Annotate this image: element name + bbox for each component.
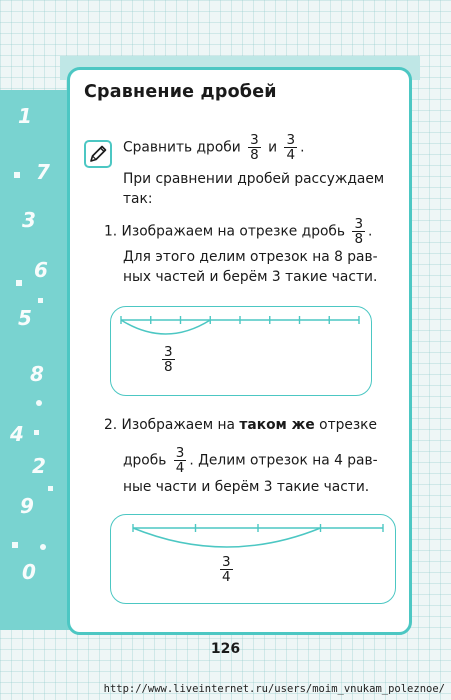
- segment-line-group: [121, 316, 359, 334]
- decorative-digit: 7: [36, 160, 50, 184]
- step2-line: 2. Изображаем на таком же отрезке: [104, 417, 378, 433]
- intro-line: При сравнении дробей рассуждаем: [123, 171, 385, 187]
- decorative-dot: [14, 172, 20, 178]
- decorative-digit: 4: [10, 422, 24, 446]
- intro-line: так:: [123, 191, 153, 207]
- segment-diagram-eighths: [110, 306, 372, 396]
- lesson-title: Сравнение дробей: [84, 82, 277, 102]
- taken-parts-arc: [133, 528, 321, 547]
- segment-svg: [111, 307, 373, 397]
- decorative-dot: [38, 298, 43, 303]
- step1-line: 1. Изображаем на отрезке дробь $\frac{3}{8}$ .: [104, 216, 373, 247]
- decorative-digit: 5: [18, 306, 32, 330]
- decorative-dot: [16, 280, 22, 286]
- decorative-digit: 8: [30, 362, 44, 386]
- lesson-card: [67, 67, 412, 635]
- segment-svg: [111, 515, 397, 605]
- task-marker: [84, 140, 112, 168]
- decorative-dot: [12, 542, 18, 548]
- decorative-dot: [36, 400, 42, 406]
- step1-line: Для этого делим отрезок на 8 рав-: [123, 249, 378, 265]
- decorative-dot: [34, 430, 39, 435]
- step1-line: ных частей и берём 3 такие части.: [123, 269, 378, 285]
- decorative-digit: 2: [32, 454, 46, 478]
- decorative-digit: 9: [20, 494, 34, 518]
- page-number: 126: [210, 641, 241, 657]
- fraction: $\frac{3}{8}$: [354, 216, 364, 247]
- decorative-digit: 1: [18, 104, 32, 128]
- segment-label-fraction: $\frac{3}{4}$: [222, 554, 231, 585]
- decorative-digit: 6: [34, 258, 48, 282]
- segment-line-group: [133, 524, 383, 547]
- fraction: $\frac{3}{8}$: [250, 132, 259, 163]
- decorative-dot: [40, 544, 46, 550]
- watermark-url: http://www.liveinternet.ru/users/moim_vnukam_poleznoe/: [103, 683, 445, 695]
- segment-diagram-quarters: [110, 514, 396, 604]
- fraction: $\frac{3}{4}$: [175, 445, 185, 476]
- taken-parts-arc: [121, 320, 210, 334]
- task-line: Сравнить дроби $\frac{3}{8}$ и $\frac{3}{4}$ .: [123, 132, 305, 163]
- decorative-digit: 0: [22, 560, 36, 584]
- step2-line: дробь $\frac{3}{4}$ . Делим отрезок на 4 рав-: [123, 445, 378, 476]
- decorative-dot: [48, 486, 53, 491]
- segment-label-fraction: $\frac{3}{8}$: [164, 344, 173, 375]
- pencil-icon: [88, 144, 108, 164]
- step2-line: ные части и берём 3 такие части.: [123, 479, 370, 495]
- decorative-digit: 3: [22, 208, 36, 232]
- decorative-side-band: [0, 90, 70, 630]
- fraction: $\frac{3}{4}$: [286, 132, 296, 163]
